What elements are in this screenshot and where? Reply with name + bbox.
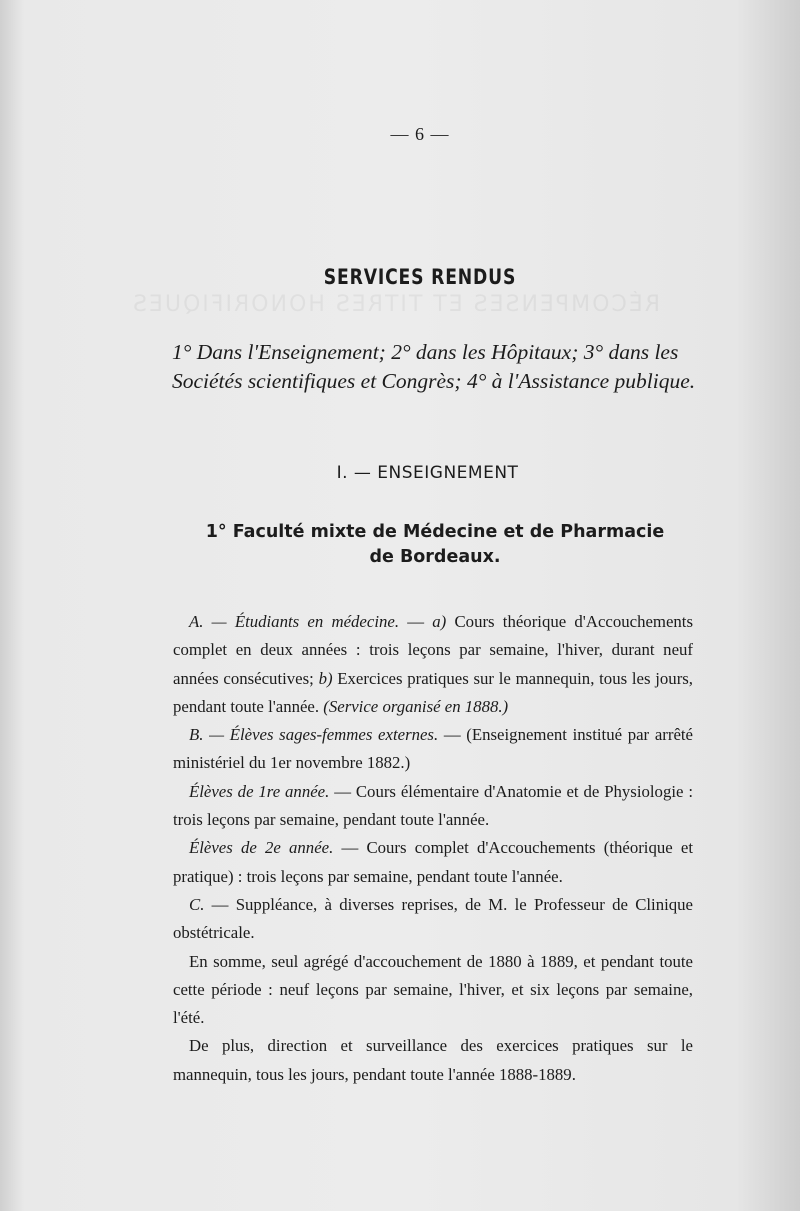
paragraph-a-label: A. — Étudiants en médecine.	[189, 612, 400, 631]
paragraph-summary: En somme, seul agrégé d'accouchement de 1880 à 1889, et pendant toute cette période : neuf leçons par semaine, l'hiver, et six leçons par semaine, l'été.	[173, 951, 693, 1028]
paragraph-b2-label: Élèves de 2e année.	[189, 838, 334, 858]
body-text	[173, 608, 693, 1089]
item-b-marker: b)	[318, 668, 333, 688]
paragraph-a	[173, 608, 693, 721]
paragraph-a-text-1: Cours théorique d'Accouchements complet en deux années : trois leçons par semaine, l'hiver, durant neuf années consécutives;	[173, 612, 693, 688]
chapter-heading: I. — ENSEIGNEMENT	[336, 463, 519, 483]
paragraph-a-text-2: Exercices pratiques sur le mannequin, tous les jours, pendant toute l'année.	[173, 668, 694, 716]
paragraph-b1-text: — Cours élémentaire d'Anatomie et de Physiologie : trois leçons par semaine, pendant toute l'année.	[173, 781, 693, 830]
page-number: — 6 —	[390, 124, 450, 144]
paragraph-b2-text: — Cours complet d'Accouchements (théorique et pratique) : trois leçons par semaine, pendant toute l'année.	[173, 838, 693, 886]
paragraph-b	[173, 721, 693, 778]
item-a-marker: a)	[432, 612, 447, 631]
section-title: SERVICES RENDUS	[323, 265, 517, 289]
paragraph-a-note: (Service organisé en 1888.)	[323, 696, 509, 716]
paragraph-b1	[173, 778, 693, 835]
paragraph-extra: De plus, direction et surveillance des exercices pratiques sur le mannequin, tous les jours, pendant toute l'année 1888-1889.	[173, 1036, 693, 1084]
paragraph-b-text: — (Enseignement institué par arrêté ministériel du 1er novembre 1882.)	[173, 725, 694, 773]
section-subtitle: 1° Dans l'Enseignement; 2° dans les Hôpitaux; 3° dans les Sociétés scientifiques et Congrès; 4° à l'Assistance publique.	[172, 340, 696, 393]
paragraph-b1-label: Élèves de 1re année.	[189, 781, 330, 801]
paragraph-b-label: B. — Élèves sages-femmes externes.	[189, 725, 439, 745]
paragraph-c-label: C.	[189, 894, 205, 914]
paragraph-b2	[173, 834, 693, 891]
faculty-heading: 1° Faculté mixte de Médecine et de Pharmacie de Bordeaux.	[205, 522, 665, 567]
paragraph-a-separator: —	[399, 612, 433, 631]
paragraph-c	[173, 891, 693, 948]
paragraph-c-text: — Suppléance, à diverses reprises, de M. le Professeur de Clinique obstétricale.	[173, 894, 693, 943]
bleed-through-text: RÉCOMPENSES ET TITRES HONORIFIQUES	[131, 292, 660, 317]
